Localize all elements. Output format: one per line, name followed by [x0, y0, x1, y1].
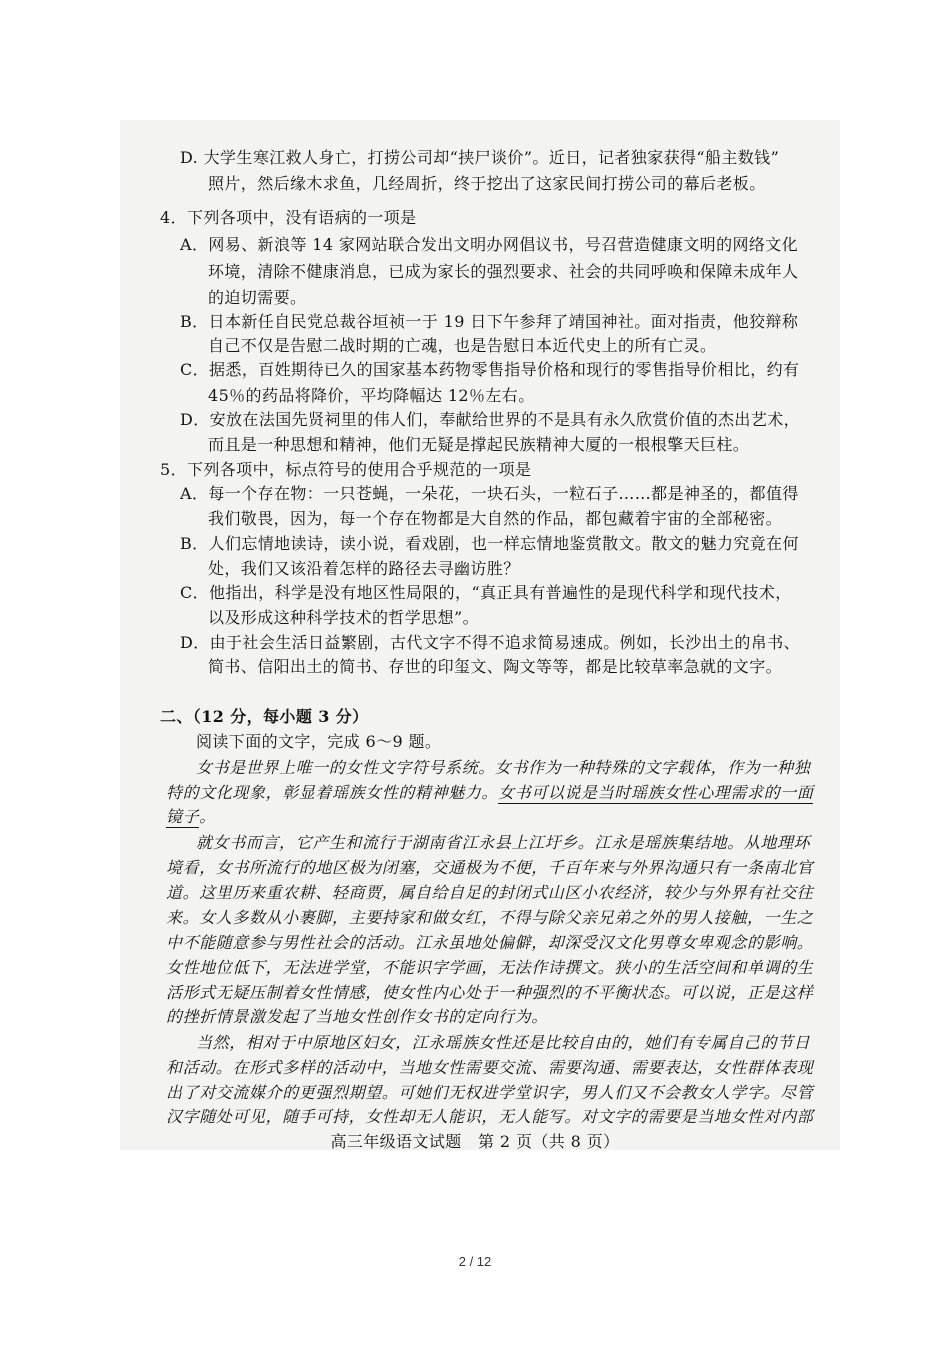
- q4-option-d-line-2: 而且是一种思想和精神，他们无疑是撑起民族精神大厦的一根根擎天巨柱。: [208, 435, 750, 454]
- q4-option-a-line-1: A．网易、新浪等 14 家网站联合发出文明办网倡议书，号召营造健康文明的网络文化: [180, 235, 799, 254]
- q5-option-c-line-1: C．他指出，科学是没有地区性局限的，“真正具有普遍性的是现代科学和现代技术，: [180, 583, 792, 602]
- passage-p2-line-5: 中不能随意参与男性社会的活动。江永虽地处偏僻，却深受汉文化男尊女卑观念的影响。: [166, 933, 814, 952]
- passage-p1-line-3-end: 。: [199, 807, 216, 826]
- passage-p2-line-7: 活形式无疑压制着女性情感，使女性内心处于一种强烈的不平衡状态。可以说，正是这样: [166, 983, 814, 1002]
- q5-option-d-line-1: D．由于社会生活日益繁剧，古代文字不得不追求简易速成。例如，长沙出土的帛书、: [180, 633, 801, 652]
- q3-option-d-line-1: D. 大学生寒江救人身亡，打捞公司却“挟尸谈价”。近日，记者独家获得“船主数钱”: [180, 148, 780, 167]
- passage-p2-line-2: 境看，女书所流行的地区极为闭塞，交通极为不便，千百年来与外界沟通只有一条南北官: [166, 858, 814, 877]
- passage-p2-line-8: 的挫折情景激发起了当地女性创作女书的定向行为。: [166, 1007, 548, 1026]
- passage-p1-line-3: [166, 806, 216, 828]
- q5-option-c-line-2: 以及形成这种科学技术的哲学思想”。: [208, 608, 479, 627]
- passage-p2-line-1: 就女书而言，它产生和流行于湖南省江永县上江圩乡。江永是瑶族集结地。从地理环: [196, 833, 811, 852]
- q4-option-d-line-1: D．安放在法国先贤祠里的伟人们，奉献给世界的不是具有永久欣赏价值的杰出艺术，: [180, 410, 801, 429]
- passage-p3-line-4: 汉字随处可见，随手可持，女性却无人能识，无人能写。对文字的需要是当地女性对内部: [166, 1107, 814, 1126]
- passage-p3-line-3: 出了对交流媒介的更强烈期望。可她们无权进学堂识字，男人们又不会教女人学字。尽管: [166, 1083, 814, 1102]
- passage-p1-line-2-plain: 特的文化现象，彰显着瑶族女性的精神魅力。: [166, 783, 499, 802]
- q5-option-b-line-2: 处，我们又该沿着怎样的路径去寻幽访胜？: [208, 559, 520, 578]
- page-indicator: 2 / 12: [458, 1254, 492, 1269]
- q4-option-c-line-2: 45％的药品将降价，平均降幅达 12％左右。: [208, 386, 535, 405]
- q4-option-b-line-1: B．日本新任自民党总裁谷垣祯一于 19 日下午参拜了靖国神社。面对指责，他狡辩称: [180, 312, 799, 331]
- q5-option-b-line-1: B．人们忘情地读诗，读小说，看戏剧，也一样忘情地鉴赏散文。散文的魅力究竟在何: [180, 534, 799, 553]
- passage-p3-line-1: 当然，相对于中原地区妇女，江永瑶族女性还是比较自由的，她们有专属自己的节日: [196, 1033, 811, 1052]
- q5-stem: 5．下列各项中，标点符号的使用合乎规范的一项是: [160, 460, 532, 479]
- q5-option-d-line-2: 简书、信阳出土的简书、存世的印玺文、陶文等等，都是比较草率急就的文字。: [208, 657, 783, 676]
- q4-option-b-line-2: 自己不仅是告慰二战时期的亡魂，也是告慰日本近代史上的所有亡灵。: [208, 336, 717, 355]
- q5-option-a-line-2: 我们敬畏，因为，每一个存在物都是大自然的作品，都包藏着宇宙的全部秘密。: [208, 509, 783, 528]
- underlined-sentence: 女书可以说是当时瑶族女性心理需求的一面: [498, 783, 814, 802]
- section-2-heading: 二、（12 分，每小题 3 分）: [160, 707, 369, 726]
- passage-p2-line-3: 道。这里历来重农耕、轻商贾，属自给自足的封闭式山区小农经济，较少与外界有社交往: [166, 883, 814, 902]
- page-footer: 高三年级语文试题 第 2 页（共 8 页）: [330, 1132, 620, 1151]
- passage-p1-line-2: [166, 782, 813, 804]
- section-2-instruction: 阅读下面的文字，完成 6～9 题。: [196, 732, 442, 751]
- underlined-sentence-end: 镜子: [166, 807, 200, 826]
- passage-p3-line-2: 和活动。在形式多样的活动中，当地女性需要交流、需要沟通、需要表达，女性群体表现: [166, 1058, 814, 1077]
- q4-option-a-line-2: 环境，清除不健康消息，已成为家长的强烈要求、社会的共同呼唤和保障未成年人: [208, 262, 799, 281]
- passage-p2-line-6: 女性地位低下，无法进学堂，不能识字学画，无法作诗撰文。狭小的生活空间和单调的生: [166, 958, 814, 977]
- q4-option-c-line-1: C．据悉，百姓期待已久的国家基本药物零售指导价格和现行的零售指导价相比，约有: [180, 360, 800, 379]
- q4-stem: 4．下列各项中，没有语病的一项是: [160, 208, 417, 227]
- q5-option-a-line-1: A．每一个存在物：一只苍蝇，一朵花，一块石头，一粒石子……都是神圣的，都值得: [180, 484, 799, 503]
- passage-p2-line-4: 来。女人多数从小裹脚，主要持家和做女红，不得与除父亲兄弟之外的男人接触，一生之: [166, 908, 814, 927]
- q4-option-a-line-3: 的迫切需要。: [208, 288, 307, 307]
- q3-option-d-line-2: 照片，然后缘木求鱼，几经周折，终于挖出了这家民间打捞公司的幕后老板。: [208, 174, 766, 193]
- passage-p1-line-1: 女书是世界上唯一的女性文字符号系统。女书作为一种特殊的文字载体，作为一种独: [196, 758, 811, 777]
